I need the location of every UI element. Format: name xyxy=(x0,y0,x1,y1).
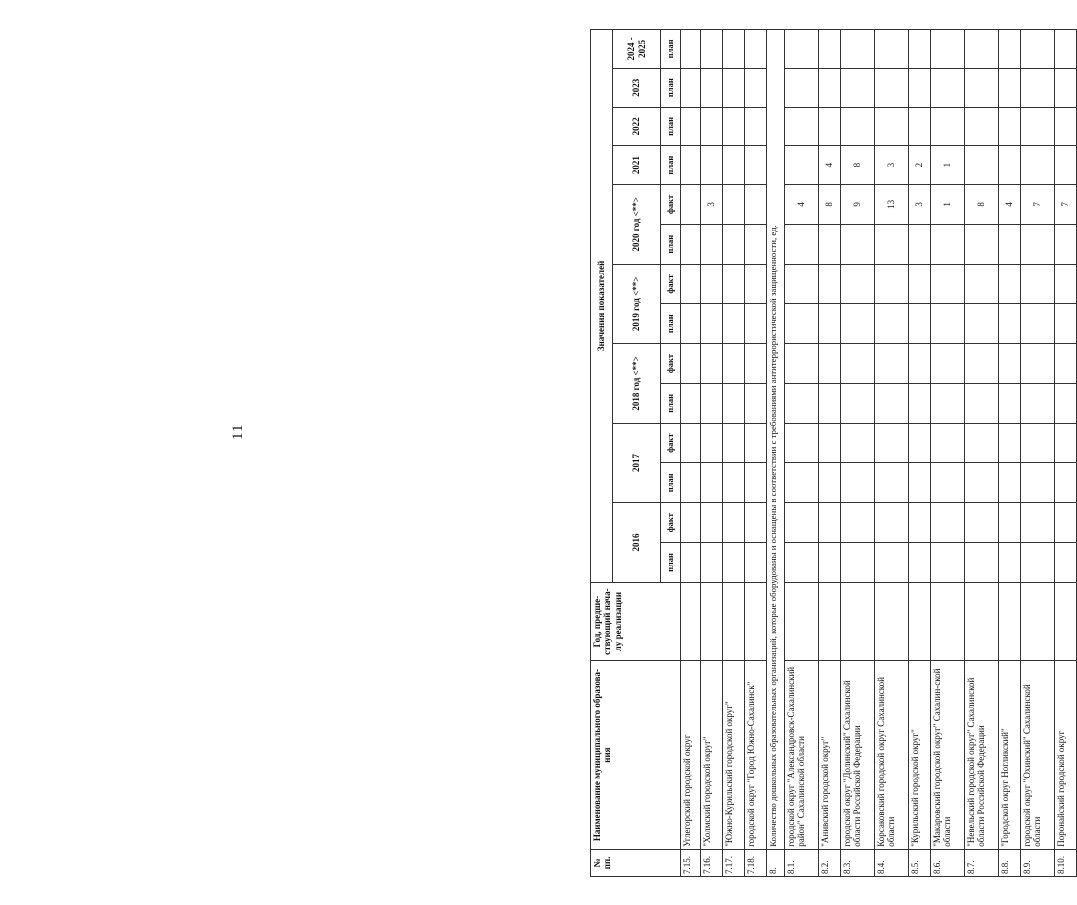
value-cell xyxy=(681,423,701,463)
value-cell xyxy=(965,30,999,69)
value-cell xyxy=(723,304,745,344)
value-cell xyxy=(875,543,909,583)
value-cell xyxy=(841,463,875,503)
municipality-name: "Южно-Курильский городской округ" xyxy=(723,661,745,849)
value-2021-plan xyxy=(999,146,1021,185)
value-cell xyxy=(841,224,875,264)
col-header-number: № пп. xyxy=(591,849,681,876)
value-cell xyxy=(819,304,841,344)
value-cell xyxy=(875,463,909,503)
subcol-header: план xyxy=(661,383,681,423)
page-number: 11 xyxy=(230,423,246,440)
value-cell xyxy=(701,423,723,463)
value-cell xyxy=(841,264,875,304)
table-row xyxy=(785,30,819,877)
value-cell xyxy=(909,224,931,264)
value-cell xyxy=(1021,423,1055,463)
value-cell xyxy=(1021,224,1055,264)
value-2021-plan xyxy=(1021,146,1055,185)
value-cell xyxy=(819,30,841,69)
value-cell xyxy=(723,264,745,304)
value-cell xyxy=(785,423,819,463)
value-2020-fact: 7 xyxy=(1021,185,1055,225)
municipality-name: городской округ "Город Южно-Сахалинск" xyxy=(745,661,767,849)
value-cell xyxy=(841,503,875,543)
value-cell xyxy=(999,503,1021,543)
value-cell xyxy=(931,68,965,107)
table-row xyxy=(1055,30,1077,877)
value-2020-fact xyxy=(745,185,767,225)
value-cell xyxy=(1021,304,1055,344)
value-cell xyxy=(701,344,723,384)
value-2021-plan: 8 xyxy=(841,146,875,185)
year-header: 2019 год <**> xyxy=(613,264,661,344)
year-header: 2023 xyxy=(613,68,661,107)
value-cell xyxy=(909,582,931,661)
value-2020-fact: 9 xyxy=(841,185,875,225)
value-2020-fact: 8 xyxy=(819,185,841,225)
value-cell xyxy=(1021,30,1055,69)
value-cell xyxy=(1021,503,1055,543)
value-cell xyxy=(931,463,965,503)
value-cell xyxy=(745,264,767,304)
value-cell xyxy=(875,68,909,107)
value-cell xyxy=(875,503,909,543)
value-cell xyxy=(875,264,909,304)
value-cell xyxy=(681,107,701,146)
value-cell xyxy=(723,344,745,384)
value-cell xyxy=(745,224,767,264)
value-cell xyxy=(681,304,701,344)
value-2021-plan xyxy=(745,146,767,185)
municipality-name: Углегорский городской округ xyxy=(681,661,701,849)
value-cell xyxy=(701,304,723,344)
municipality-name: "Невельский городской округ" Сахалинской области Российской Федерации xyxy=(965,661,999,849)
value-cell xyxy=(875,304,909,344)
value-cell xyxy=(965,304,999,344)
municipality-name: "Макаровский городской округ" Сахалин-ской области xyxy=(931,661,965,849)
value-cell xyxy=(1055,503,1077,543)
row-number: 8.2. xyxy=(819,849,841,876)
municipality-name: городской округ "Охинский" Сахалинской области xyxy=(1021,661,1055,849)
value-2021-plan xyxy=(965,146,999,185)
group-header-values: Значения показателей xyxy=(591,30,613,583)
row-number: 8.9. xyxy=(1021,849,1055,876)
value-cell xyxy=(931,383,965,423)
indicator-table xyxy=(590,29,1077,877)
section-title: Количество дошкольных образовательных организаций, которые оборудованы и оснащены в соответствии с требованиями антитеррористической защищенности, ед. xyxy=(767,30,785,850)
value-cell xyxy=(723,582,745,661)
value-cell xyxy=(1021,582,1055,661)
value-2021-plan xyxy=(701,146,723,185)
value-cell xyxy=(723,503,745,543)
row-number: 8.8. xyxy=(999,849,1021,876)
subcol-header: план xyxy=(661,463,681,503)
value-cell xyxy=(1055,383,1077,423)
year-header: 2016 xyxy=(613,503,661,583)
value-cell xyxy=(841,304,875,344)
value-cell xyxy=(999,543,1021,583)
value-cell xyxy=(909,344,931,384)
value-cell xyxy=(931,107,965,146)
value-cell xyxy=(965,543,999,583)
row-number: 7.15. xyxy=(681,849,701,876)
value-cell xyxy=(931,304,965,344)
value-cell xyxy=(745,30,767,69)
value-cell xyxy=(965,344,999,384)
value-cell xyxy=(931,423,965,463)
value-cell xyxy=(1055,224,1077,264)
subcol-header: факт xyxy=(661,344,681,384)
municipality-name: городской округ "Александровск-Сахалинский район" Сахалинской области xyxy=(785,661,819,849)
value-cell xyxy=(819,543,841,583)
value-cell xyxy=(1021,463,1055,503)
value-cell xyxy=(999,344,1021,384)
value-cell xyxy=(999,224,1021,264)
subcol-header: план xyxy=(661,107,681,146)
value-cell xyxy=(999,264,1021,304)
table-row xyxy=(841,30,875,877)
value-cell xyxy=(745,503,767,543)
value-cell xyxy=(841,30,875,69)
value-cell xyxy=(701,383,723,423)
value-cell xyxy=(1055,107,1077,146)
value-cell xyxy=(999,304,1021,344)
value-cell xyxy=(1055,30,1077,69)
value-cell xyxy=(909,503,931,543)
subcol-header: план xyxy=(661,146,681,185)
value-cell xyxy=(1055,68,1077,107)
value-cell xyxy=(681,463,701,503)
value-cell xyxy=(875,383,909,423)
value-cell xyxy=(785,224,819,264)
value-cell xyxy=(875,224,909,264)
municipality-name: "Холмский городской округ" xyxy=(701,661,723,849)
year-header: 2021 xyxy=(613,146,661,185)
value-cell xyxy=(701,264,723,304)
table-row xyxy=(745,30,767,877)
value-cell xyxy=(965,463,999,503)
value-cell xyxy=(785,344,819,384)
value-cell xyxy=(1021,68,1055,107)
col-header-name: Наименование муниципального образова-ния xyxy=(591,661,681,849)
value-cell xyxy=(819,423,841,463)
value-cell xyxy=(999,423,1021,463)
value-cell xyxy=(909,107,931,146)
value-cell xyxy=(999,68,1021,107)
value-cell xyxy=(965,107,999,146)
value-cell xyxy=(875,344,909,384)
value-cell xyxy=(999,383,1021,423)
table-row xyxy=(819,30,841,877)
subcol-header: факт xyxy=(661,503,681,543)
municipality-name: "Городской округ Ногликский" xyxy=(999,661,1021,849)
value-cell xyxy=(745,582,767,661)
value-cell xyxy=(819,582,841,661)
value-cell xyxy=(819,68,841,107)
value-cell xyxy=(785,503,819,543)
value-cell xyxy=(723,107,745,146)
value-cell xyxy=(701,224,723,264)
value-cell xyxy=(819,463,841,503)
value-cell xyxy=(999,30,1021,69)
value-cell xyxy=(701,582,723,661)
value-cell xyxy=(745,543,767,583)
value-cell xyxy=(681,30,701,69)
value-cell xyxy=(841,107,875,146)
value-cell xyxy=(681,224,701,264)
table-row xyxy=(723,30,745,877)
value-cell xyxy=(1055,423,1077,463)
value-cell xyxy=(965,224,999,264)
value-cell xyxy=(745,344,767,384)
value-cell xyxy=(723,383,745,423)
subcol-header: факт xyxy=(661,264,681,304)
value-cell xyxy=(909,68,931,107)
value-cell xyxy=(745,463,767,503)
value-cell xyxy=(785,304,819,344)
subcol-header: план xyxy=(661,304,681,344)
value-cell xyxy=(701,463,723,503)
value-cell xyxy=(723,68,745,107)
table-row xyxy=(999,30,1021,877)
table-row xyxy=(767,30,785,877)
value-cell xyxy=(965,68,999,107)
value-cell xyxy=(841,383,875,423)
year-header: 2018 год <**> xyxy=(613,344,661,424)
value-2020-fact xyxy=(723,185,745,225)
value-cell xyxy=(965,264,999,304)
value-cell xyxy=(909,30,931,69)
value-cell xyxy=(745,304,767,344)
value-cell xyxy=(701,107,723,146)
value-cell xyxy=(723,224,745,264)
value-cell xyxy=(681,543,701,583)
value-2021-plan xyxy=(785,146,819,185)
value-cell xyxy=(1055,344,1077,384)
value-cell xyxy=(909,463,931,503)
rotated-table-wrapper xyxy=(590,29,1071,877)
value-cell xyxy=(681,503,701,543)
value-cell xyxy=(931,344,965,384)
value-cell xyxy=(841,543,875,583)
subcol-header: план xyxy=(661,543,681,583)
value-2021-plan xyxy=(681,146,701,185)
table-row xyxy=(701,30,723,877)
value-cell xyxy=(745,107,767,146)
row-number: 7.17. xyxy=(723,849,745,876)
value-cell xyxy=(785,30,819,69)
subcol-header: план xyxy=(661,68,681,107)
value-cell xyxy=(819,503,841,543)
value-cell xyxy=(909,543,931,583)
value-2021-plan: 3 xyxy=(875,146,909,185)
value-cell xyxy=(785,383,819,423)
row-number: 8.7. xyxy=(965,849,999,876)
table-row xyxy=(931,30,965,877)
value-cell xyxy=(1021,543,1055,583)
value-2021-plan: 4 xyxy=(819,146,841,185)
value-cell xyxy=(1055,543,1077,583)
value-2020-fact: 1 xyxy=(931,185,965,225)
value-cell xyxy=(819,264,841,304)
value-cell xyxy=(745,68,767,107)
value-2021-plan: 2 xyxy=(909,146,931,185)
value-2020-fact: 3 xyxy=(909,185,931,225)
subcol-header: факт xyxy=(661,423,681,463)
value-cell xyxy=(723,463,745,503)
municipality-name: Корсаковский городской округ Сахалинской области xyxy=(875,661,909,849)
municipality-name: городской округ "Долинский" Сахалинской области Российской Федерации xyxy=(841,661,875,849)
value-cell xyxy=(681,68,701,107)
value-cell xyxy=(931,264,965,304)
col-header-base-year: Год, предше-ствующий нача-лу реализации xyxy=(591,582,681,661)
value-cell xyxy=(723,543,745,583)
value-cell xyxy=(965,423,999,463)
value-2021-plan xyxy=(1055,146,1077,185)
value-cell xyxy=(785,107,819,146)
value-2020-fact: 8 xyxy=(965,185,999,225)
municipality-name: Поронайский городской округ xyxy=(1055,661,1077,849)
value-cell xyxy=(909,383,931,423)
row-number: 8.6. xyxy=(931,849,965,876)
value-cell xyxy=(701,503,723,543)
value-2020-fact: 4 xyxy=(785,185,819,225)
value-cell xyxy=(819,344,841,384)
value-cell xyxy=(999,107,1021,146)
value-cell xyxy=(875,107,909,146)
value-cell xyxy=(701,68,723,107)
value-cell xyxy=(841,68,875,107)
value-2021-plan xyxy=(723,146,745,185)
value-cell xyxy=(723,423,745,463)
value-cell xyxy=(909,264,931,304)
value-cell xyxy=(1021,264,1055,304)
year-header: 2024 - 2025 xyxy=(613,30,661,69)
value-cell xyxy=(909,423,931,463)
row-number: 8.3. xyxy=(841,849,875,876)
table-row xyxy=(909,30,931,877)
value-cell xyxy=(785,264,819,304)
value-2020-fact: 7 xyxy=(1055,185,1077,225)
value-cell xyxy=(931,582,965,661)
subcol-header: факт xyxy=(661,185,681,225)
row-number: 8.10. xyxy=(1055,849,1077,876)
value-cell xyxy=(819,224,841,264)
subcol-header: план xyxy=(661,30,681,69)
value-cell xyxy=(1021,107,1055,146)
value-cell xyxy=(965,383,999,423)
value-cell xyxy=(1055,264,1077,304)
year-header: 2022 xyxy=(613,107,661,146)
value-cell xyxy=(875,30,909,69)
row-number: 8.5. xyxy=(909,849,931,876)
table-row xyxy=(1021,30,1055,877)
value-cell xyxy=(1055,463,1077,503)
value-2020-fact: 3 xyxy=(701,185,723,225)
value-cell xyxy=(701,30,723,69)
municipality-name: "Анивский городской округ" xyxy=(819,661,841,849)
value-2021-plan: 1 xyxy=(931,146,965,185)
value-cell xyxy=(965,582,999,661)
value-cell xyxy=(819,383,841,423)
value-cell xyxy=(931,503,965,543)
row-number: 7.16. xyxy=(701,849,723,876)
value-cell xyxy=(681,582,701,661)
value-cell xyxy=(931,543,965,583)
municipality-name: "Курильский городской округ" xyxy=(909,661,931,849)
value-cell xyxy=(841,344,875,384)
value-2020-fact xyxy=(681,185,701,225)
value-cell xyxy=(931,30,965,69)
value-cell xyxy=(875,423,909,463)
value-cell xyxy=(745,383,767,423)
year-header: 2017 xyxy=(613,423,661,503)
year-header: 2020 год <**> xyxy=(613,185,661,265)
value-cell xyxy=(1021,383,1055,423)
value-cell xyxy=(785,582,819,661)
value-cell xyxy=(841,423,875,463)
value-cell xyxy=(681,264,701,304)
row-number: 7.18. xyxy=(745,849,767,876)
value-2020-fact: 4 xyxy=(999,185,1021,225)
row-number: 8.4. xyxy=(875,849,909,876)
value-cell xyxy=(875,582,909,661)
value-cell xyxy=(999,463,1021,503)
value-cell xyxy=(965,503,999,543)
table-row xyxy=(965,30,999,877)
value-cell xyxy=(841,582,875,661)
row-number: 8. xyxy=(767,849,785,876)
table-row xyxy=(681,30,701,877)
value-cell xyxy=(681,344,701,384)
value-cell xyxy=(785,463,819,503)
value-cell xyxy=(909,304,931,344)
value-cell xyxy=(999,582,1021,661)
value-cell xyxy=(819,107,841,146)
value-2020-fact: 13 xyxy=(875,185,909,225)
value-cell xyxy=(701,543,723,583)
value-cell xyxy=(1021,344,1055,384)
value-cell xyxy=(785,543,819,583)
table-row xyxy=(875,30,909,877)
row-number: 8.1. xyxy=(785,849,819,876)
value-cell xyxy=(1055,304,1077,344)
value-cell xyxy=(723,30,745,69)
value-cell xyxy=(1055,582,1077,661)
subcol-header: план xyxy=(661,224,681,264)
value-cell xyxy=(785,68,819,107)
value-cell xyxy=(931,224,965,264)
value-cell xyxy=(681,383,701,423)
value-cell xyxy=(745,423,767,463)
